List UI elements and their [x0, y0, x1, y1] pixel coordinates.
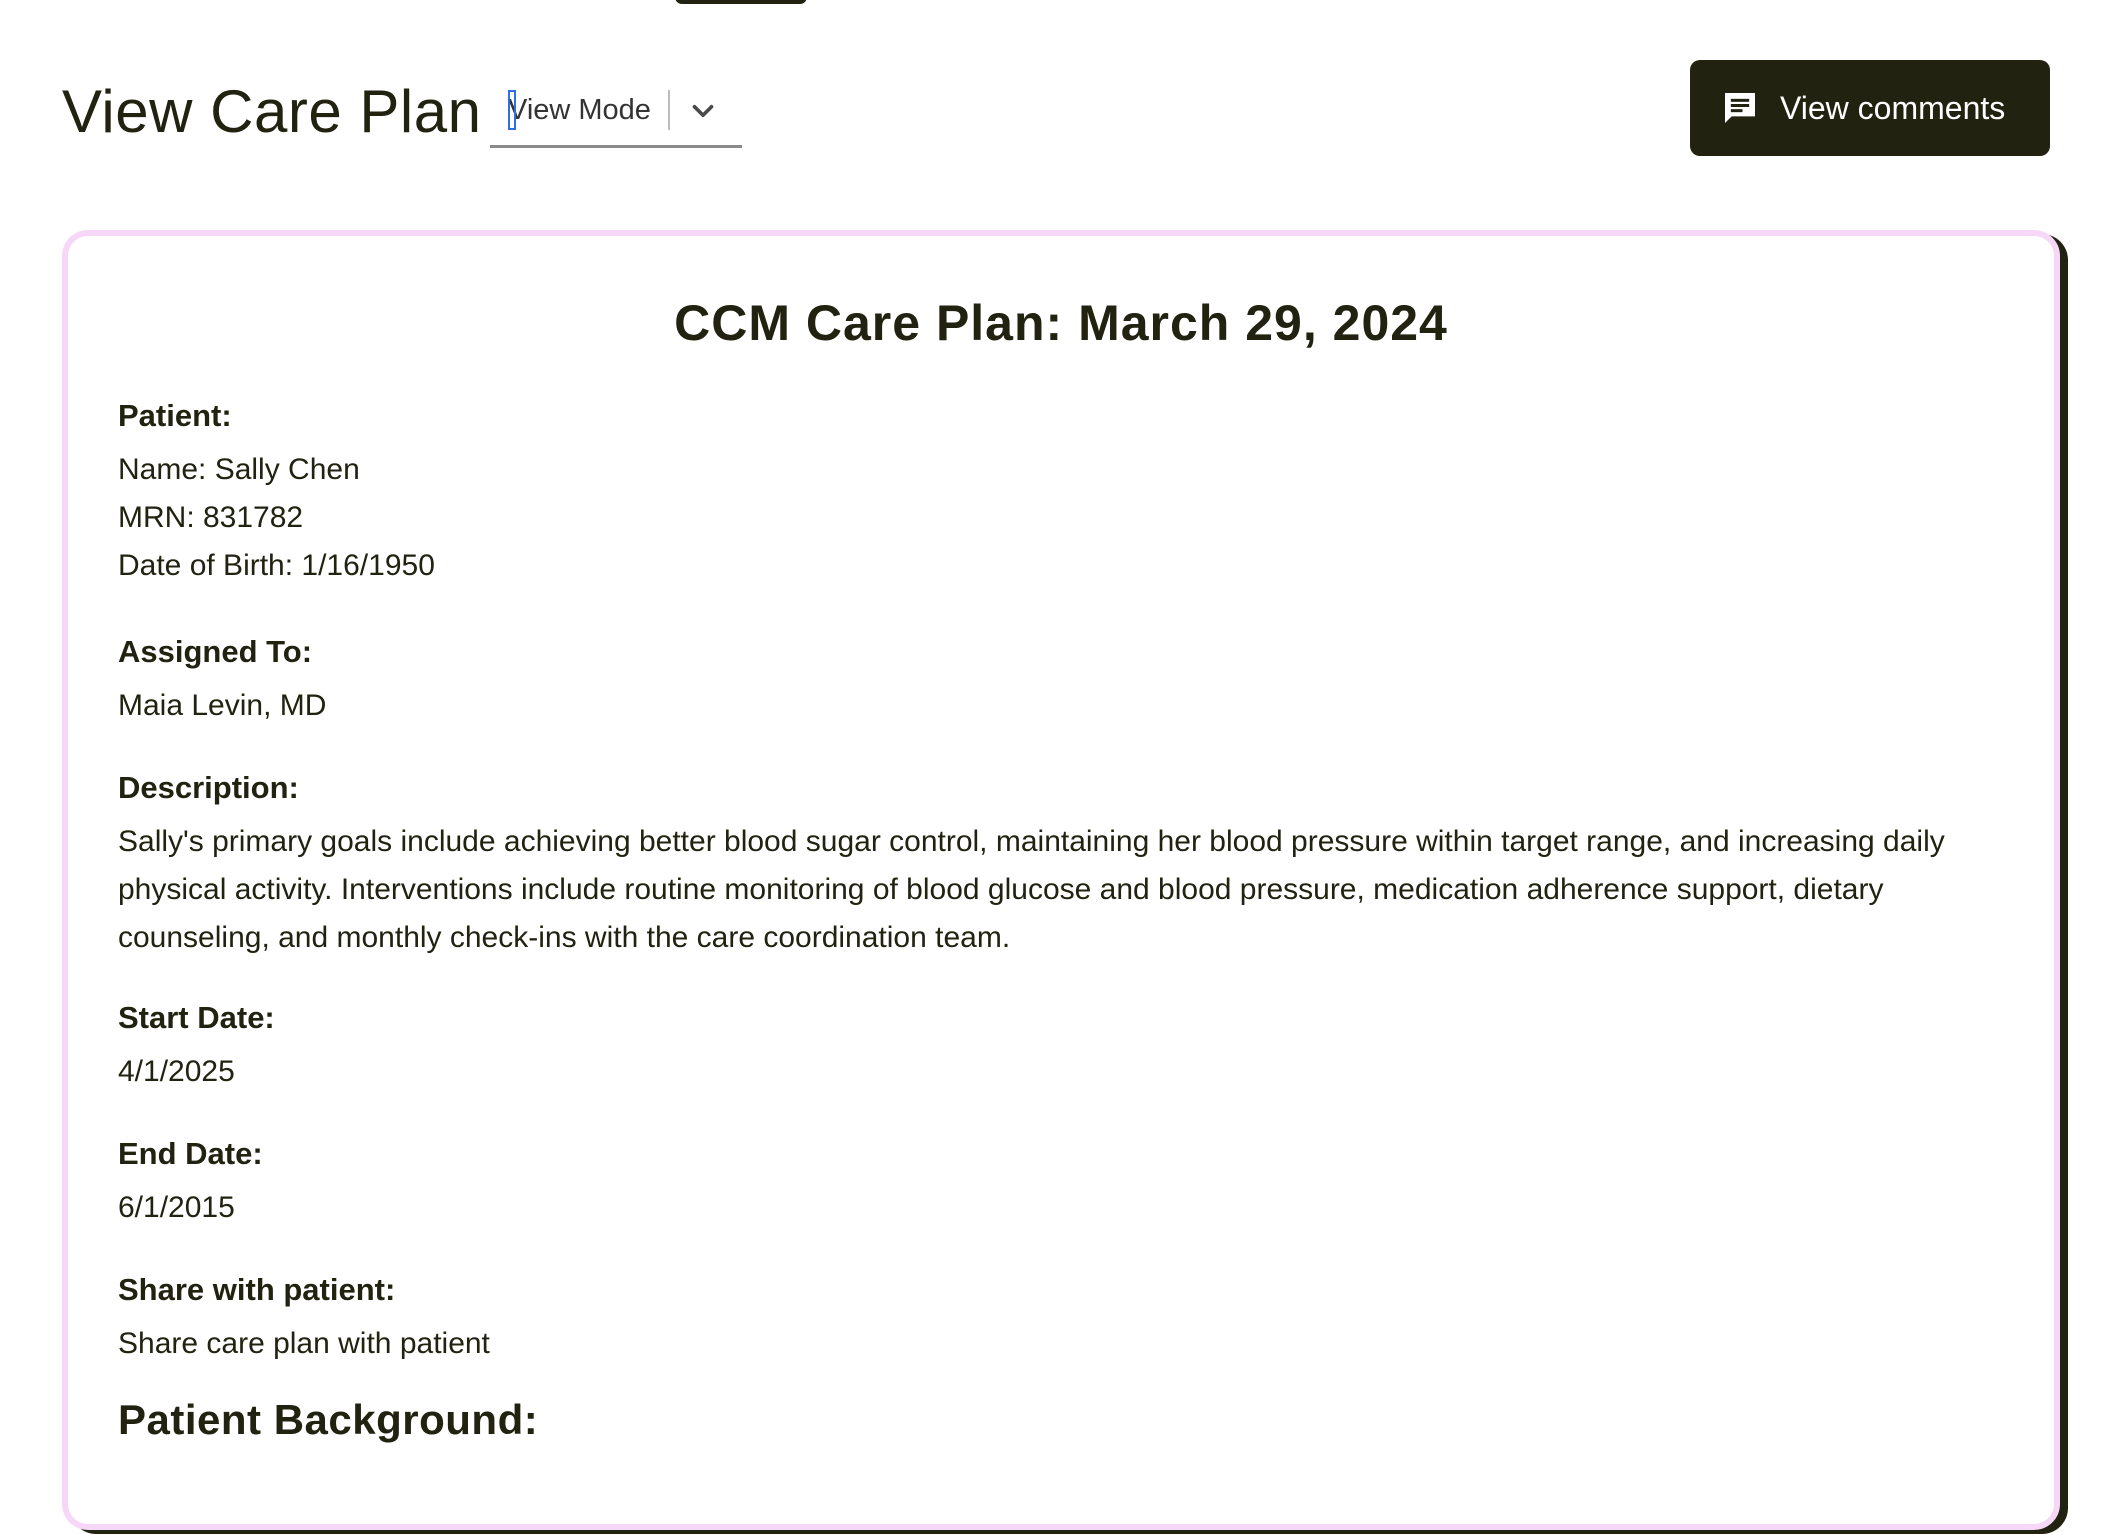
text-cursor — [508, 90, 516, 130]
patient-background-heading: Patient Background: — [118, 1396, 539, 1443]
share-value: Share care plan with patient — [118, 1327, 490, 1360]
chevron-down-icon[interactable] — [686, 94, 720, 128]
view-comments-label: View comments — [1780, 90, 2006, 126]
view-mode-value: View Mode — [508, 94, 651, 126]
patient-label: Patient: — [118, 398, 232, 433]
end-date-label: End Date: — [118, 1136, 263, 1171]
assigned-to-label: Assigned To: — [118, 634, 313, 669]
patient-mrn: MRN: 831782 — [118, 501, 304, 534]
care-plan-title: CCM Care Plan: March 29, 2024 — [674, 295, 1448, 351]
description-label: Description: — [118, 770, 299, 805]
share-label: Share with patient: — [118, 1272, 396, 1307]
description-section — [118, 768, 2018, 962]
page-title: View Care Plan — [62, 78, 482, 145]
start-date-section — [118, 998, 2018, 1096]
end-date-value: 6/1/2015 — [118, 1191, 235, 1224]
assigned-to-section — [118, 632, 2018, 730]
end-date-section — [118, 1134, 2018, 1232]
comment-icon — [1720, 88, 1760, 128]
care-plan-card — [62, 230, 2060, 1530]
patient-dob: Date of Birth: 1/16/1950 — [118, 549, 435, 582]
assigned-to-value: Maia Levin, MD — [118, 689, 327, 722]
description-value: Sally's primary goals include achieving better blood sugar control, maintaining her blood pressure within target range, and increasing daily physical activity. Interventions include routine monitoring of blood glucose and blood pressure, medication adherence support, dietary counseling, and monthly check-ins with the care coordination team. — [118, 825, 1945, 954]
start-date-value: 4/1/2025 — [118, 1055, 235, 1088]
select-divider — [668, 90, 670, 130]
share-section — [118, 1270, 2018, 1368]
patient-name: Name: Sally Chen — [118, 453, 360, 486]
start-date-label: Start Date: — [118, 1000, 275, 1035]
page-header — [0, 0, 2118, 200]
view-comments-button[interactable] — [1690, 60, 2050, 156]
view-mode-select[interactable] — [490, 80, 742, 148]
patient-section — [118, 396, 2018, 590]
